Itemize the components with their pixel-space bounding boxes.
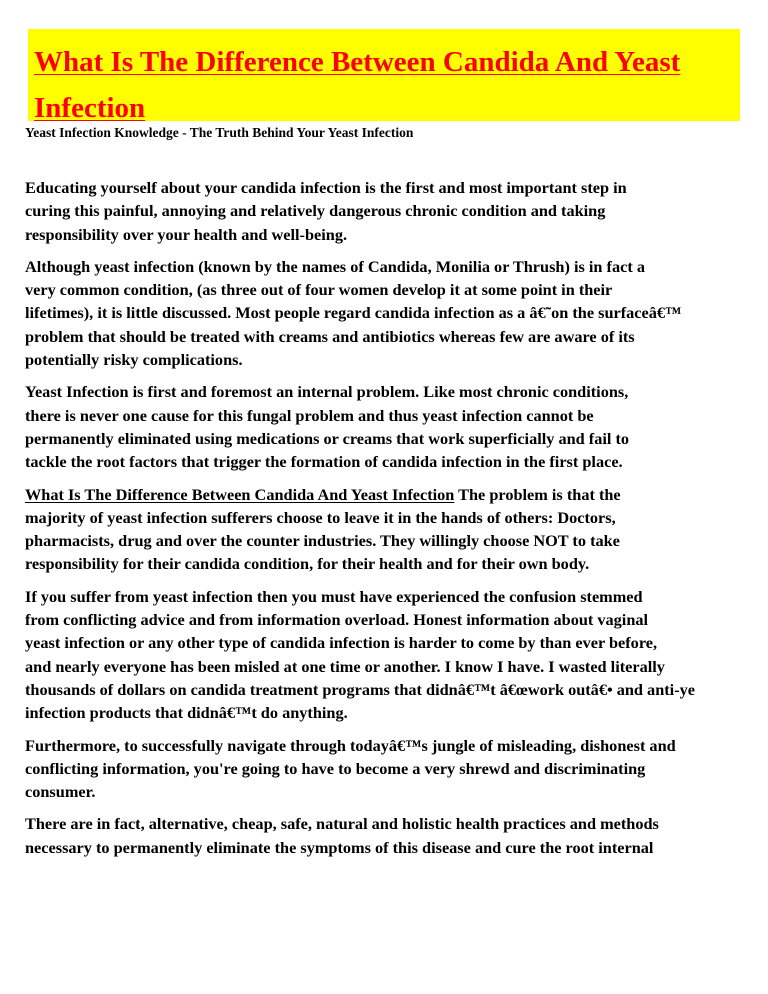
- text-line: consumer.: [25, 782, 96, 802]
- text-line: If you suffer from yeast infection then you must have experienced the confusion stemmed: [25, 586, 643, 606]
- text-fragment: The problem is that the: [454, 484, 621, 504]
- text-line: yeast infection or any other type of candida infection is harder to come by than ever before,: [25, 633, 658, 653]
- article-body: [25, 176, 768, 868]
- paragraph-5: [25, 585, 768, 725]
- text-line: thousands of dollars on candida treatment programs that didnâ€™t â€œwork outâ€• and anti-ye: [25, 679, 695, 699]
- page-title-line-2: Infection: [34, 92, 146, 124]
- page-title: [34, 39, 734, 131]
- text-line: necessary to permanently eliminate the symptoms of this disease and cure the root internal: [25, 837, 654, 857]
- text-line: responsibility over your health and well-being.: [25, 224, 348, 244]
- text-line: majority of yeast infection sufferers choose to leave it in the hands of others: Doctors,: [25, 507, 616, 527]
- paragraph-6: [25, 734, 768, 804]
- text-line: Furthermore, to successfully navigate through todayâ€™s jungle of misleading, dishonest and: [25, 735, 676, 755]
- title-banner: [28, 29, 740, 124]
- text-line: infection products that didnâ€™t do anything.: [25, 703, 348, 723]
- text-line: very common condition, (as three out of four women develop it at some point in their: [25, 280, 613, 300]
- text-line: there is never one cause for this fungal problem and thus yeast infection cannot be: [25, 405, 594, 425]
- text-line: conflicting information, you're going to have to become a very shrewd and discriminating: [25, 758, 646, 778]
- paragraph-1: [25, 176, 768, 246]
- paragraph-4: [25, 483, 768, 576]
- text-line: tackle the root factors that trigger the formation of candida infection in the first place.: [25, 452, 623, 472]
- text-line: There are in fact, alternative, cheap, safe, natural and holistic health practices and methods: [25, 814, 659, 834]
- text-line: Educating yourself about your candida infection is the first and most important step in: [25, 178, 627, 197]
- article-title-link[interactable]: What Is The Difference Between Candida And Yeast Infection: [25, 484, 455, 504]
- text-line: curing this painful, annoying and relatively dangerous chronic condition and taking: [25, 201, 606, 221]
- text-line: Yeast Infection is first and foremost an internal problem. Like most chronic conditions,: [25, 382, 629, 402]
- page-subtitle: Yeast Infection Knowledge - The Truth Behind Your Yeast Infection: [25, 125, 414, 140]
- text-line: lifetimes), it is little discussed. Most people regard candida infection as a â€˜on the surfaceâ€™: [25, 303, 682, 323]
- paragraph-2: [25, 255, 768, 371]
- page-title-line-1: What Is The Difference Between Candida And Yeast: [34, 46, 681, 78]
- text-line: problem that should be treated with creams and antibiotics whereas few are aware of its: [25, 326, 635, 346]
- text-line: permanently eliminated using medications or creams that work superficially and fail to: [25, 428, 630, 448]
- text-line: from conflicting advice and from information overload. Honest information about vaginal: [25, 610, 649, 630]
- text-line: potentially risky complications.: [25, 350, 243, 370]
- text-line: pharmacists, drug and over the counter industries. They willingly choose NOT to take: [25, 531, 620, 551]
- paragraph-7: [25, 812, 768, 859]
- text-line: [25, 483, 768, 506]
- paragraph-3: [25, 380, 768, 473]
- text-line: Although yeast infection (known by the names of Candida, Monilia or Thrush) is in fact a: [25, 256, 645, 276]
- text-line: responsibility for their candida condition, for their health and for their own body.: [25, 554, 590, 574]
- text-line: and nearly everyone has been misled at one time or another. I know I have. I wasted literally: [25, 656, 665, 676]
